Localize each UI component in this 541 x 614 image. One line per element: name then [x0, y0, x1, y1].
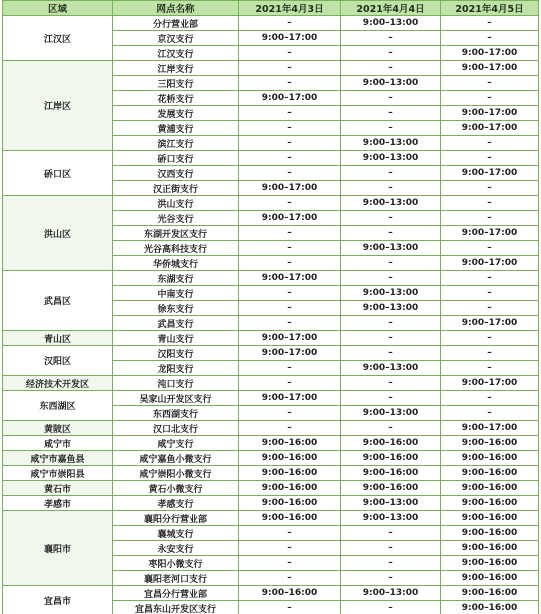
- hours-cell: 9:00–13:00: [341, 241, 441, 256]
- branch-name-cell: 黄石小微支行: [113, 481, 239, 496]
- hours-cell: –: [341, 346, 441, 361]
- branch-name-cell: 洪山支行: [113, 196, 239, 211]
- table-row: [3, 436, 539, 451]
- branch-name-cell: 三阳支行: [113, 76, 239, 91]
- hours-cell: 9:00–17:00: [239, 181, 341, 196]
- hours-cell: 9:00–16:00: [341, 436, 441, 451]
- header-district: 区域: [3, 1, 113, 16]
- hours-cell: 9:00–17:00: [239, 31, 341, 46]
- hours-cell: 9:00–13:00: [341, 286, 441, 301]
- district-cell: 黄陂区: [3, 421, 113, 436]
- header-date-apr4: 2021年4月4日: [341, 1, 441, 16]
- hours-cell: –: [239, 16, 341, 31]
- hours-cell: –: [341, 181, 441, 196]
- branch-name-cell: 发展支行: [113, 106, 239, 121]
- hours-cell: –: [341, 601, 441, 614]
- table-row: [3, 586, 539, 601]
- table-row: [3, 421, 539, 436]
- branch-name-cell: 东湖开发区支行: [113, 226, 239, 241]
- hours-cell: 9:00–13:00: [341, 361, 441, 376]
- hours-cell: –: [441, 211, 539, 226]
- hours-cell: –: [441, 31, 539, 46]
- hours-cell: 9:00–13:00: [341, 496, 441, 511]
- hours-cell: –: [341, 331, 441, 346]
- hours-cell: –: [341, 61, 441, 76]
- hours-cell: 9:00–16:00: [441, 571, 539, 586]
- hours-cell: –: [239, 106, 341, 121]
- district-cell: 武昌区: [3, 271, 113, 331]
- hours-cell: –: [341, 256, 441, 271]
- hours-cell: –: [239, 136, 341, 151]
- district-cell: 咸宁市嘉鱼县: [3, 451, 113, 466]
- hours-cell: –: [239, 151, 341, 166]
- hours-cell: –: [239, 241, 341, 256]
- header-branch: 网点名称: [113, 1, 239, 16]
- table-row: [3, 331, 539, 346]
- district-cell: 硚口区: [3, 151, 113, 196]
- hours-cell: –: [441, 406, 539, 421]
- hours-cell: –: [341, 571, 441, 586]
- district-cell: 江汉区: [3, 16, 113, 61]
- hours-cell: –: [239, 421, 341, 436]
- hours-cell: –: [341, 391, 441, 406]
- header-date-apr5: 2021年4月5日: [441, 1, 539, 16]
- branch-name-cell: 中南支行: [113, 286, 239, 301]
- hours-cell: 9:00–16:00: [441, 451, 539, 466]
- hours-cell: 9:00–16:00: [239, 586, 341, 601]
- hours-cell: –: [341, 271, 441, 286]
- hours-cell: –: [441, 286, 539, 301]
- table-row: [3, 16, 539, 31]
- table-row: [3, 271, 539, 286]
- hours-cell: 9:00–13:00: [341, 136, 441, 151]
- branch-name-cell: 龙阳支行: [113, 361, 239, 376]
- hours-cell: 9:00–16:00: [441, 436, 539, 451]
- branch-name-cell: 枣阳小微支行: [113, 556, 239, 571]
- hours-cell: –: [239, 286, 341, 301]
- hours-cell: 9:00–16:00: [341, 451, 441, 466]
- branch-name-cell: 永安支行: [113, 541, 239, 556]
- hours-cell: –: [239, 361, 341, 376]
- table-row: [3, 151, 539, 166]
- hours-cell: 9:00–17:00: [441, 61, 539, 76]
- district-cell: 咸宁市崇阳县: [3, 466, 113, 481]
- hours-cell: 9:00–16:00: [341, 481, 441, 496]
- hours-cell: 9:00–16:00: [239, 466, 341, 481]
- hours-cell: –: [239, 301, 341, 316]
- branch-name-cell: 襄阳分行营业部: [113, 511, 239, 526]
- hours-cell: 9:00–17:00: [239, 91, 341, 106]
- hours-cell: –: [441, 331, 539, 346]
- hours-cell: 9:00–16:00: [441, 556, 539, 571]
- table-row: [3, 346, 539, 361]
- hours-cell: –: [239, 556, 341, 571]
- hours-cell: –: [239, 61, 341, 76]
- hours-cell: –: [441, 196, 539, 211]
- branch-name-cell: 青山支行: [113, 331, 239, 346]
- hours-cell: –: [239, 526, 341, 541]
- hours-cell: –: [441, 346, 539, 361]
- hours-cell: –: [341, 316, 441, 331]
- hours-cell: –: [441, 91, 539, 106]
- branch-name-cell: 江汉支行: [113, 46, 239, 61]
- branch-name-cell: 咸宁崇阳小微支行: [113, 466, 239, 481]
- hours-cell: 9:00–17:00: [239, 211, 341, 226]
- table-body: [3, 16, 539, 614]
- hours-cell: 9:00–17:00: [441, 121, 539, 136]
- branch-name-cell: 光谷高科技支行: [113, 241, 239, 256]
- branch-name-cell: 吴家山开发区支行: [113, 391, 239, 406]
- hours-cell: –: [441, 391, 539, 406]
- branch-name-cell: 襄城支行: [113, 526, 239, 541]
- hours-cell: –: [441, 136, 539, 151]
- hours-cell: 9:00–17:00: [441, 421, 539, 436]
- branch-name-cell: 汉阳支行: [113, 346, 239, 361]
- table-row: [3, 61, 539, 76]
- district-cell: 经济技术开发区: [3, 376, 113, 391]
- hours-cell: 9:00–13:00: [341, 511, 441, 526]
- hours-cell: 9:00–17:00: [441, 106, 539, 121]
- hours-cell: –: [239, 226, 341, 241]
- hours-cell: –: [239, 406, 341, 421]
- hours-cell: –: [341, 211, 441, 226]
- branch-name-cell: 宜昌分行营业部: [113, 586, 239, 601]
- hours-cell: 9:00–16:00: [239, 496, 341, 511]
- table-row: [3, 196, 539, 211]
- hours-cell: –: [239, 601, 341, 614]
- branch-name-cell: 东湖支行: [113, 271, 239, 286]
- branch-name-cell: 汉口北支行: [113, 421, 239, 436]
- branch-name-cell: 江岸支行: [113, 61, 239, 76]
- hours-cell: 9:00–17:00: [441, 256, 539, 271]
- hours-cell: –: [341, 166, 441, 181]
- hours-cell: 9:00–13:00: [341, 196, 441, 211]
- hours-cell: –: [239, 76, 341, 91]
- district-cell: 咸宁市: [3, 436, 113, 451]
- hours-cell: 9:00–17:00: [441, 226, 539, 241]
- district-cell: 孝感市: [3, 496, 113, 511]
- hours-cell: 9:00–16:00: [441, 466, 539, 481]
- hours-cell: –: [341, 121, 441, 136]
- branch-name-cell: 分行营业部: [113, 16, 239, 31]
- hours-cell: –: [239, 196, 341, 211]
- hours-cell: 9:00–16:00: [441, 496, 539, 511]
- hours-cell: 9:00–17:00: [239, 331, 341, 346]
- branch-name-cell: 京汉支行: [113, 31, 239, 46]
- hours-cell: –: [441, 76, 539, 91]
- branch-name-cell: 光谷支行: [113, 211, 239, 226]
- branch-name-cell: 沌口支行: [113, 376, 239, 391]
- branch-name-cell: 硚口支行: [113, 151, 239, 166]
- hours-cell: 9:00–13:00: [341, 406, 441, 421]
- table-row: [3, 391, 539, 406]
- hours-cell: –: [341, 91, 441, 106]
- hours-cell: –: [341, 106, 441, 121]
- branch-name-cell: 襄阳老河口支行: [113, 571, 239, 586]
- branch-name-cell: 孝感支行: [113, 496, 239, 511]
- district-cell: 青山区: [3, 331, 113, 346]
- hours-cell: –: [441, 181, 539, 196]
- district-cell: 汉阳区: [3, 346, 113, 376]
- hours-cell: 9:00–16:00: [239, 481, 341, 496]
- hours-cell: 9:00–16:00: [441, 601, 539, 614]
- branch-name-cell: 黄浦支行: [113, 121, 239, 136]
- district-cell: 洪山区: [3, 196, 113, 271]
- header-row: [3, 1, 539, 16]
- hours-cell: –: [341, 376, 441, 391]
- hours-cell: –: [239, 166, 341, 181]
- hours-cell: –: [441, 361, 539, 376]
- hours-cell: –: [341, 526, 441, 541]
- hours-cell: 9:00–16:00: [441, 511, 539, 526]
- hours-cell: –: [341, 31, 441, 46]
- table-row: [3, 451, 539, 466]
- hours-cell: –: [341, 541, 441, 556]
- hours-cell: 9:00–16:00: [441, 481, 539, 496]
- branch-name-cell: 咸宁嘉鱼小微支行: [113, 451, 239, 466]
- branch-name-cell: 汉西支行: [113, 166, 239, 181]
- hours-cell: –: [239, 376, 341, 391]
- hours-cell: –: [341, 556, 441, 571]
- hours-cell: –: [441, 16, 539, 31]
- hours-cell: 9:00–17:00: [441, 376, 539, 391]
- hours-cell: –: [239, 121, 341, 136]
- hours-cell: –: [341, 46, 441, 61]
- branch-name-cell: 滨江支行: [113, 136, 239, 151]
- hours-cell: 9:00–13:00: [341, 151, 441, 166]
- table-row: [3, 511, 539, 526]
- hours-cell: –: [441, 301, 539, 316]
- hours-cell: –: [239, 541, 341, 556]
- table-row: [3, 376, 539, 391]
- district-cell: 东西湖区: [3, 391, 113, 421]
- table-row: [3, 496, 539, 511]
- hours-cell: 9:00–16:00: [441, 586, 539, 601]
- hours-cell: –: [341, 226, 441, 241]
- hours-cell: 9:00–16:00: [239, 436, 341, 451]
- branch-name-cell: 咸宁支行: [113, 436, 239, 451]
- hours-cell: 9:00–13:00: [341, 16, 441, 31]
- hours-cell: 9:00–13:00: [341, 586, 441, 601]
- branch-name-cell: 武昌支行: [113, 316, 239, 331]
- hours-cell: –: [239, 256, 341, 271]
- hours-cell: 9:00–13:00: [341, 76, 441, 91]
- hours-cell: –: [239, 46, 341, 61]
- hours-cell: –: [341, 421, 441, 436]
- hours-cell: 9:00–16:00: [341, 466, 441, 481]
- hours-cell: –: [441, 241, 539, 256]
- branch-schedule-table: [2, 0, 539, 614]
- hours-cell: 9:00–17:00: [239, 391, 341, 406]
- hours-cell: 9:00–16:00: [441, 541, 539, 556]
- hours-cell: 9:00–17:00: [441, 166, 539, 181]
- district-cell: 黄石市: [3, 481, 113, 496]
- district-cell: 宜昌市: [3, 586, 113, 614]
- table-row: [3, 466, 539, 481]
- hours-cell: 9:00–13:00: [341, 301, 441, 316]
- hours-cell: 9:00–17:00: [239, 271, 341, 286]
- hours-cell: –: [239, 571, 341, 586]
- hours-cell: –: [441, 271, 539, 286]
- hours-cell: 9:00–16:00: [239, 451, 341, 466]
- district-cell: 江岸区: [3, 61, 113, 151]
- hours-cell: 9:00–17:00: [441, 316, 539, 331]
- hours-cell: 9:00–16:00: [239, 511, 341, 526]
- table-row: [3, 481, 539, 496]
- branch-name-cell: 东西湖支行: [113, 406, 239, 421]
- hours-cell: 9:00–16:00: [441, 526, 539, 541]
- hours-cell: 9:00–17:00: [239, 346, 341, 361]
- branch-name-cell: 宜昌东山开发区支行: [113, 601, 239, 614]
- header-date-apr3: 2021年4月3日: [239, 1, 341, 16]
- branch-name-cell: 花桥支行: [113, 91, 239, 106]
- branch-name-cell: 华侨城支行: [113, 256, 239, 271]
- branch-name-cell: 徐东支行: [113, 301, 239, 316]
- hours-cell: 9:00–17:00: [441, 46, 539, 61]
- hours-cell: –: [441, 151, 539, 166]
- district-cell: 襄阳市: [3, 511, 113, 586]
- hours-cell: –: [239, 316, 341, 331]
- branch-name-cell: 汉正街支行: [113, 181, 239, 196]
